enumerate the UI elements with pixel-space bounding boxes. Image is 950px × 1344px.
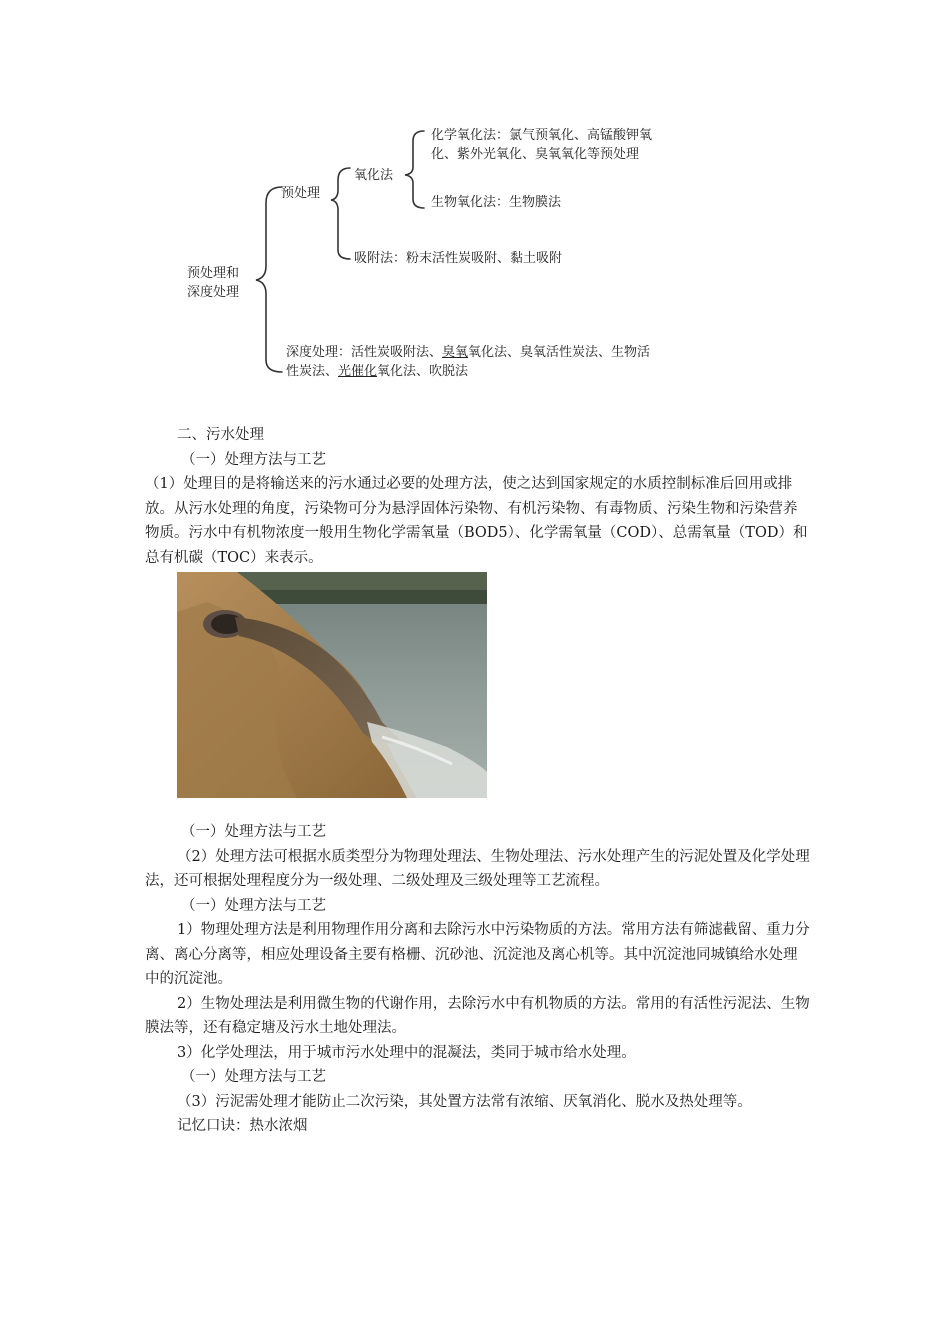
bracket-diagram (0, 0, 950, 400)
mnemonic: 记忆口诀：热水浓烟 (177, 1118, 308, 1134)
oxidation-label: 氧化法 (354, 168, 394, 183)
subheading: （一）处理方法与工艺 (181, 1069, 326, 1085)
section-heading: 二、污水处理 (177, 427, 264, 443)
chemical-oxidation-label: 化学氧化法：氯气预氧化、高锰酸钾氧 化、紫外光氧化、臭氧氧化等预处理 (431, 128, 653, 162)
root-brace (256, 187, 282, 372)
sewage-outfall-photo (177, 572, 487, 798)
adsorption-label: 吸附法：粉末活性炭吸附、黏土吸附 (354, 251, 563, 266)
paragraph: 1）物理处理方法是利用物理作用分离和去除污水中污染物质的方法。常用方法有筛滤截留、重力分离、离心分离等，相应处理设备主要有格栅、沉砂池、沉淀池及离心机等。其中沉淀池同城镇给水处理中的沉淀池。 (145, 922, 810, 987)
paragraph: 2）生物处理法是利用微生物的代谢作用，去除污水中有机物质的方法。常用的有活性污泥法、生物膜法等，还有稳定塘及污水土地处理法。 (145, 995, 810, 1036)
paragraph: （3）污泥需处理才能防止二次污染，其处置方法常有浓缩、厌氧消化、脱水及热处理等。 (177, 1093, 752, 1110)
subheading: （一）处理方法与工艺 (181, 897, 326, 914)
paragraph: （1）处理目的是将输送来的污水通过必要的处理方法，使之达到国家规定的水质控制标准后回用或排放。从污水处理的角度，污染物可分为悬浮固体污染物、有机污染物、有毒物质、污染生物和污染营养物质。污水中有机物浓度一般用生物化学需氧量（BOD5）、化学需氧量（COD）、总需氧量（TOD）和总有机碳（TOC）来表示。 (145, 476, 808, 566)
pretreatment-label: 预处理 (281, 186, 321, 201)
paragraph: （2）处理方法可根据水质类型分为物理处理法、生物处理法、污水处理产生的污泥处置及化学处理法，还可根据处理程度分为一级处理、二级处理及三级处理等工艺流程。 (145, 848, 810, 889)
oxidation-brace (405, 131, 424, 208)
root-label: 预处理和 深度处理 (187, 266, 240, 300)
advanced-treatment-label: 深度处理：活性炭吸附法、臭氧氧化法、臭氧活性炭法、生物活 性炭法、光催化氧化法、吹脱法 (286, 345, 651, 379)
paragraph: 3）化学处理法，用于城市污水处理中的混凝法，类同于城市给水处理。 (177, 1044, 636, 1061)
subheading: （一）处理方法与工艺 (181, 824, 326, 840)
pre-brace (331, 168, 350, 259)
bio-oxidation-label: 生物氧化法：生物膜法 (431, 195, 562, 210)
document-body (145, 423, 810, 1139)
subheading: （一）处理方法与工艺 (181, 451, 326, 468)
